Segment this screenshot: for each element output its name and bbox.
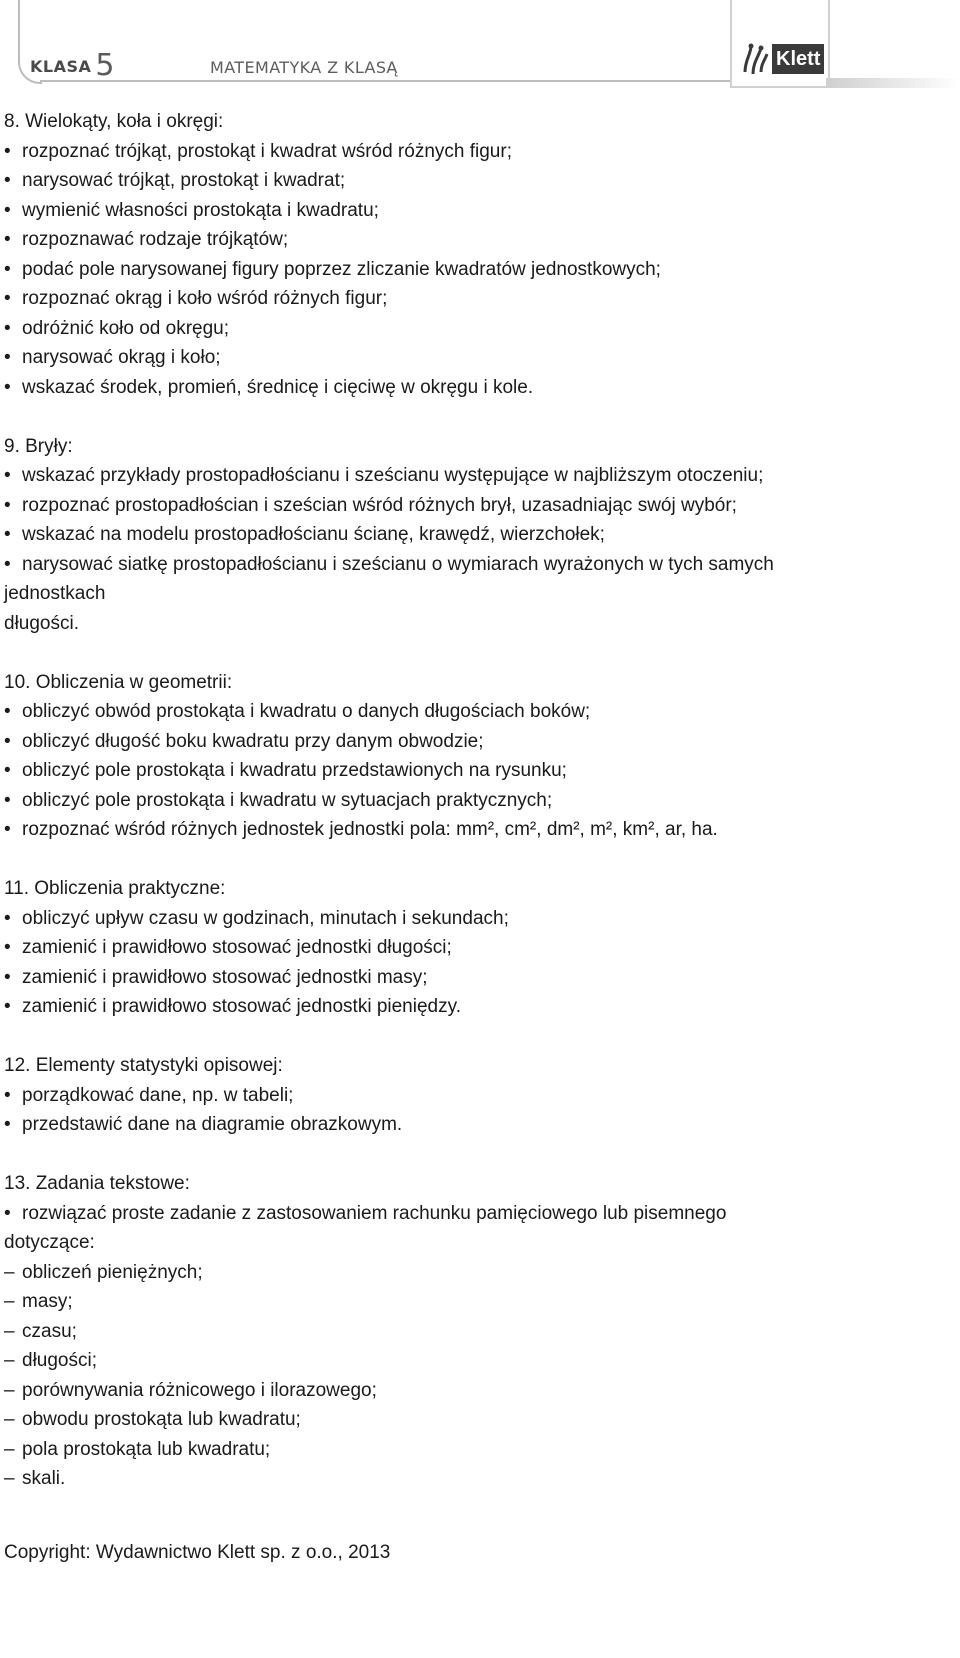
bullet-icon	[4, 491, 20, 521]
klett-emblem-icon	[741, 42, 769, 78]
list-item-text: zamienić i prawidłowo stosować jednostki pieniędzy.	[22, 996, 461, 1017]
bullet-icon	[4, 520, 20, 550]
list-item-text: rozpoznać wśród różnych jednostek jednostki pola: mm², cm², dm², m², km², ar, ha.	[22, 819, 718, 840]
document-body	[4, 107, 944, 1523]
list-item-text: obliczyć długość boku kwadratu przy danym obwodzie;	[22, 730, 484, 752]
sub-list-item-text: masy;	[22, 1291, 73, 1312]
bullet-icon	[4, 1199, 20, 1229]
list-item-continuation: dotyczące:	[4, 1232, 95, 1253]
list-item	[4, 550, 944, 580]
section	[4, 874, 944, 1022]
sub-list-item-text: pola prostokąta lub kwadratu;	[22, 1438, 271, 1460]
list-item-text: narysować okrąg i koło;	[22, 347, 221, 368]
bullet-icon	[4, 343, 20, 373]
list-item	[4, 963, 944, 993]
sub-list-item	[4, 1317, 944, 1347]
sub-list-item	[4, 1287, 944, 1317]
dash-icon	[4, 1317, 20, 1347]
header-rule	[40, 80, 740, 82]
list-item-text: narysować siatkę prostopadłościanu i sześcianu o wymiarach wyrażonych w tych samych	[22, 553, 774, 575]
dash-icon	[4, 1405, 20, 1435]
copyright-footer: Copyright: Wydawnictwo Klett sp. z o.o., 2013	[4, 1542, 391, 1563]
sub-list-item	[4, 1346, 944, 1376]
list-item-text: zamienić i prawidłowo stosować jednostki masy;	[22, 966, 428, 988]
list-item	[4, 520, 944, 550]
section	[4, 1051, 944, 1140]
list-item	[4, 786, 944, 816]
list-item	[4, 1199, 944, 1229]
dash-icon	[4, 1287, 20, 1317]
list-item	[4, 815, 944, 845]
sub-list-item-text: skali.	[22, 1468, 66, 1489]
sub-list-item-text: obliczeń pieniężnych;	[22, 1261, 203, 1283]
list-item	[4, 933, 944, 963]
bullet-icon	[4, 166, 20, 196]
dash-icon	[4, 1376, 20, 1406]
sub-list-item	[4, 1464, 944, 1494]
subject-title: MATEMATYKA Z KLASĄ	[210, 58, 398, 77]
list-item	[4, 992, 944, 1022]
bullet-icon	[4, 963, 20, 993]
list-item	[4, 727, 944, 757]
list-item-continuation: długości.	[4, 612, 79, 634]
list-item-text: obliczyć pole prostokąta i kwadratu przedstawionych na rysunku;	[22, 760, 567, 781]
list-item	[4, 284, 944, 314]
section	[4, 432, 944, 639]
list-item	[4, 1110, 944, 1140]
list-item-text: przedstawić dane na diagramie obrazkowym.	[22, 1114, 403, 1135]
sub-list-item-text: czasu;	[22, 1320, 77, 1342]
bullet-icon	[4, 461, 20, 491]
list-item-text: podać pole narysowanej figury poprzez zliczanie kwadratów jednostkowych;	[22, 258, 661, 280]
list-item-text: zamienić i prawidłowo stosować jednostki długości;	[22, 937, 452, 958]
list-item	[4, 166, 944, 196]
bullet-icon	[4, 786, 20, 816]
list-item-continuation: jednostkach	[4, 583, 106, 604]
list-item	[4, 756, 944, 786]
section	[4, 1169, 944, 1494]
list-item	[4, 343, 944, 373]
bullet-icon	[4, 697, 20, 727]
sub-list-item	[4, 1405, 944, 1435]
section-title: 13. Zadania tekstowe:	[4, 1173, 190, 1194]
list-item	[4, 255, 944, 285]
list-item-text: porządkować dane, np. w tabeli;	[22, 1084, 294, 1106]
section-title: 8. Wielokąty, koła i okręgi:	[4, 111, 224, 132]
sub-list-item-text: długości;	[22, 1350, 97, 1371]
list-item-text: narysować trójkąt, prostokąt i kwadrat;	[22, 170, 346, 191]
sub-list-item	[4, 1376, 944, 1406]
list-item	[4, 697, 944, 727]
list-item-text: obliczyć obwód prostokąta i kwadratu o danych długościach boków;	[22, 701, 591, 722]
section-title: 11. Obliczenia praktyczne:	[4, 878, 226, 899]
list-item	[4, 196, 944, 226]
dash-icon	[4, 1258, 20, 1288]
list-item-text: wskazać na modelu prostopadłościanu ścianę, krawędź, wierzchołek;	[22, 524, 605, 545]
logo-wordmark: Klett	[772, 44, 824, 74]
sub-list-item	[4, 1258, 944, 1288]
list-item-text: wskazać środek, promień, średnicę i cięciwę w okręgu i kole.	[22, 376, 534, 398]
sub-list-item	[4, 1435, 944, 1465]
bullet-icon	[4, 196, 20, 226]
section-title: 12. Elementy statystyki opisowej:	[4, 1055, 283, 1076]
list-item-text: rozpoznać okrąg i koło wśród różnych figur;	[22, 288, 388, 309]
bullet-icon	[4, 255, 20, 285]
bullet-icon	[4, 1081, 20, 1111]
list-item	[4, 314, 944, 344]
list-item	[4, 491, 944, 521]
list-item-text: obliczyć upływ czasu w godzinach, minutach i sekundach;	[22, 907, 509, 929]
bullet-icon	[4, 314, 20, 344]
bullet-icon	[4, 225, 20, 255]
sub-list-item-text: porównywania różnicowego i ilorazowego;	[22, 1379, 377, 1401]
list-item-text: odróżnić koło od okręgu;	[22, 317, 230, 339]
list-item	[4, 373, 944, 403]
list-item-text: rozpoznać trójkąt, prostokąt i kwadrat wśród różnych figur;	[22, 140, 512, 162]
list-item-text: rozpoznać prostopadłościan i sześcian wśród różnych brył, uzasadniając swój wybór;	[22, 494, 737, 516]
bullet-icon	[4, 992, 20, 1022]
list-item-text: obliczyć pole prostokąta i kwadratu w sytuacjach praktycznych;	[22, 789, 553, 811]
bullet-icon	[4, 727, 20, 757]
bullet-icon	[4, 815, 20, 845]
list-item-text: wskazać przykłady prostopadłościanu i sześcianu występujące w najbliższym otoczeniu;	[22, 465, 764, 486]
section	[4, 668, 944, 845]
bullet-icon	[4, 933, 20, 963]
section-title: 10. Obliczenia w geometrii:	[4, 671, 233, 693]
grade-label	[30, 48, 115, 83]
grade-label-text: KLASA	[30, 57, 92, 76]
bullet-icon	[4, 904, 20, 934]
bullet-icon	[4, 1110, 20, 1140]
list-item	[4, 137, 944, 167]
list-item-text: wymienić własności prostokąta i kwadratu;	[22, 199, 379, 221]
bullet-icon	[4, 373, 20, 403]
publisher-logo	[730, 0, 830, 88]
header-fade	[826, 78, 960, 88]
list-item-text: rozpoznawać rodzaje trójkątów;	[22, 229, 289, 250]
grade-number: 5	[95, 48, 115, 83]
section-title: 9. Bryły:	[4, 435, 73, 457]
dash-icon	[4, 1464, 20, 1494]
sub-list-item-text: obwodu prostokąta lub kwadratu;	[22, 1409, 301, 1430]
list-item	[4, 461, 944, 491]
list-item	[4, 904, 944, 934]
dash-icon	[4, 1435, 20, 1465]
list-item-text: rozwiązać proste zadanie z zastosowaniem rachunku pamięciowego lub pisemnego	[22, 1202, 727, 1224]
section	[4, 107, 944, 402]
list-item	[4, 225, 944, 255]
bullet-icon	[4, 550, 20, 580]
bullet-icon	[4, 756, 20, 786]
list-item	[4, 1081, 944, 1111]
bullet-icon	[4, 137, 20, 167]
dash-icon	[4, 1346, 20, 1376]
bullet-icon	[4, 284, 20, 314]
